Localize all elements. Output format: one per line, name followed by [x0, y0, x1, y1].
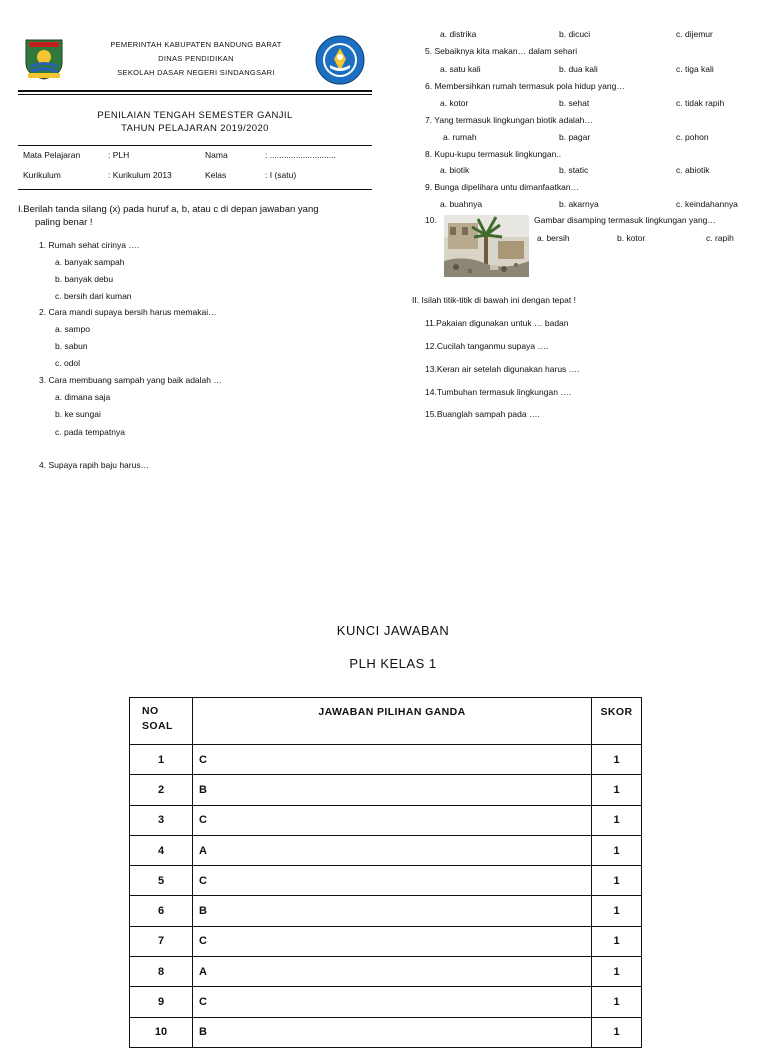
question-12: 12.Cucilah tanganmu supaya ….: [425, 341, 549, 351]
q8-option-c: c. abiotik: [676, 165, 710, 175]
exam-title: PENILAIAN TENGAH SEMESTER GANJIL: [97, 110, 293, 121]
row-no: 6: [130, 896, 193, 926]
q1-option-c: c. bersih dari kuman: [55, 291, 132, 301]
q2-option-a: a. sampo: [55, 324, 90, 334]
row-score: 1: [592, 775, 642, 805]
answer-key-table: [129, 697, 642, 1048]
kemendikbud-logo: [315, 35, 365, 85]
row-score: 1: [592, 866, 642, 896]
q4-option-c: c. dijemur: [676, 29, 713, 39]
table-row: [130, 805, 642, 835]
row-no: 4: [130, 835, 193, 865]
row-no: 10: [130, 1017, 193, 1047]
q2-option-b: b. sabun: [55, 341, 88, 351]
answer-key-subtitle: PLH KELAS 1: [349, 656, 437, 671]
row-answer: B: [193, 775, 592, 805]
table-row: [130, 926, 642, 956]
section2-instruction: II. Isilah titik-titik di bawah ini dengan tepat !: [412, 295, 576, 305]
row-answer: B: [193, 896, 592, 926]
question-7: 7. Yang termasuk lingkungan biotik adalah…: [425, 115, 593, 125]
nama-value: : ............................: [265, 150, 336, 160]
kurikulum-label: Kurikulum: [23, 170, 61, 180]
info-rule-top: [18, 145, 372, 146]
table-row: [130, 835, 642, 865]
q7-option-b: b. pagar: [559, 132, 591, 142]
header-gov: PEMERINTAH KABUPATEN BANDUNG BARAT: [110, 40, 282, 49]
table-row: [130, 775, 642, 805]
row-answer: C: [193, 805, 592, 835]
row-score: 1: [592, 926, 642, 956]
table-row: [130, 896, 642, 926]
row-answer: A: [193, 835, 592, 865]
row-no: 8: [130, 957, 193, 987]
col-header-no: [130, 698, 193, 745]
q4-option-a: a. distrika: [440, 29, 477, 39]
q9-option-a: a. buahnya: [440, 199, 483, 209]
info-rule-bottom: [18, 189, 372, 190]
question-8: 8. Kupu-kupu termasuk lingkungan..: [425, 149, 562, 159]
q10-option-b: b. kotor: [617, 233, 646, 243]
header-rule-thick: [18, 90, 372, 92]
row-no: 3: [130, 805, 193, 835]
dirty-environment-image: [444, 215, 529, 277]
row-no: 9: [130, 987, 193, 1017]
header-school: SEKOLAH DASAR NEGERI SINDANGSARI: [117, 68, 275, 77]
row-no: 1: [130, 745, 193, 775]
question-1: 1. Rumah sehat cirinya ….: [39, 240, 140, 250]
q5-option-c: c. tiga kali: [676, 64, 714, 74]
row-no: 5: [130, 866, 193, 896]
row-answer: C: [193, 987, 592, 1017]
col-header-no-line2: SOAL: [142, 720, 173, 732]
question-10-number: 10.: [425, 215, 437, 225]
header-dept: DINAS PENDIDIKAN: [158, 54, 234, 63]
mapel-value: : PLH: [108, 150, 130, 160]
q2-option-c: c. odol: [55, 358, 81, 368]
question-15: 15.Buanglah sampah pada ….: [425, 409, 540, 419]
col-header-score: SKOR: [592, 698, 642, 745]
district-logo: [22, 37, 66, 81]
question-5: 5. Sebaiknya kita makan… dalam sehari: [425, 46, 578, 56]
row-score: 1: [592, 745, 642, 775]
row-answer: C: [193, 866, 592, 896]
q6-option-a: a. kotor: [440, 98, 469, 108]
q3-option-c: c. pada tempatnya: [55, 427, 125, 437]
q6-option-c: c. tidak rapih: [676, 98, 725, 108]
q7-option-a: a. rumah: [443, 132, 477, 142]
table-row: [130, 957, 642, 987]
question-9: 9. Bunga dipelihara untu dimanfaatkan…: [425, 182, 580, 192]
q6-option-b: b. sehat: [559, 98, 590, 108]
question-2: 2. Cara mandi supaya bersih harus memakai…: [39, 307, 217, 317]
header-rule-thin: [18, 94, 372, 95]
question-4: 4. Supaya rapih baju harus…: [39, 460, 150, 470]
answer-key-title: KUNCI JAWABAN: [336, 623, 450, 638]
table-row: [130, 1017, 642, 1047]
q8-option-b: b. static: [559, 165, 589, 175]
q1-option-a: a. banyak sampah: [55, 257, 125, 267]
q7-option-c: c. pohon: [676, 132, 709, 142]
exam-year: TAHUN PELAJARAN 2019/2020: [121, 123, 269, 134]
nama-label: Nama: [205, 150, 228, 160]
q4-option-b: b. dicuci: [559, 29, 591, 39]
q5-option-b: b. dua kali: [559, 64, 598, 74]
q9-option-b: b. akarnya: [559, 199, 599, 209]
section1-instruction: I.Berilah tanda silang (x) pada huruf a, b, atau c di depan jawaban yang: [18, 204, 319, 215]
row-answer: C: [193, 926, 592, 956]
row-score: 1: [592, 987, 642, 1017]
kelas-label: Kelas: [205, 170, 227, 180]
q8-option-a: a. biotik: [440, 165, 470, 175]
row-no: 7: [130, 926, 193, 956]
table-row: [130, 987, 642, 1017]
row-score: 1: [592, 835, 642, 865]
table-row: [130, 866, 642, 896]
table-row: [130, 745, 642, 775]
mapel-label: Mata Pelajaran: [23, 150, 81, 160]
q1-option-b: b. banyak debu: [55, 274, 114, 284]
col-header-answer: JAWABAN PILIHAN GANDA: [193, 698, 592, 745]
q9-option-c: c. keindahannya: [676, 199, 738, 209]
row-score: 1: [592, 957, 642, 987]
q3-option-b: b. ke sungai: [55, 409, 101, 419]
question-13: 13.Keran air setelah digunakan harus ….: [425, 364, 580, 374]
question-10: Gambar disamping termasuk lingkungan yang…: [534, 215, 716, 225]
row-score: 1: [592, 896, 642, 926]
q10-option-c: c. rapih: [706, 233, 734, 243]
q10-option-a: a. bersih: [537, 233, 570, 243]
row-no: 2: [130, 775, 193, 805]
row-score: 1: [592, 805, 642, 835]
row-answer: B: [193, 1017, 592, 1047]
row-score: 1: [592, 1017, 642, 1047]
question-11: 11.Pakaian digunakan untuk … badan: [425, 318, 569, 328]
question-6: 6. Membersihkan rumah termasuk pola hidup yang…: [425, 81, 625, 91]
col-header-no-line1: NO: [142, 705, 159, 717]
row-answer: A: [193, 957, 592, 987]
kurikulum-value: : Kurikulum 2013: [108, 170, 172, 180]
question-14: 14.Tumbuhan termasuk lingkungan ….: [425, 387, 572, 397]
q5-option-a: a. satu kali: [440, 64, 481, 74]
row-answer: C: [193, 745, 592, 775]
section1-instruction-cont: paling benar !: [35, 217, 93, 228]
kelas-value: : I (satu): [265, 170, 297, 180]
answer-key-header-row: [130, 698, 642, 745]
q3-option-a: a. dimana saja: [55, 392, 111, 402]
question-3: 3. Cara membuang sampah yang baik adalah …: [39, 375, 222, 385]
